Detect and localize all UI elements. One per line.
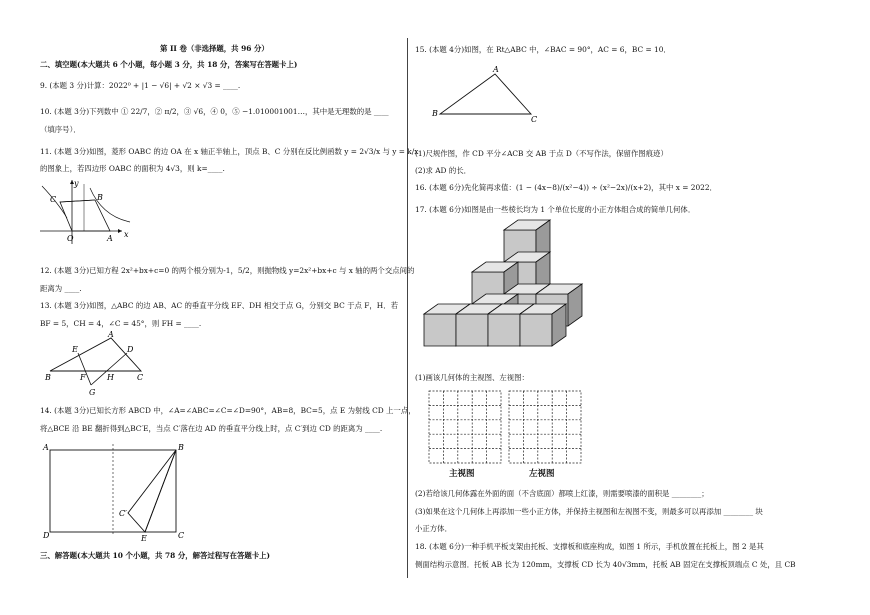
q14-figure bbox=[40, 440, 185, 543]
question-15-part1: (1)尺规作图，作 CD 平分∠ACB 交 AB 于点 D（不写作法，保留作图痕迹） bbox=[415, 149, 668, 158]
question-11: 11. (本题 3分)如图，菱形 OABC 的边 OA 在 x 轴正半轴上，顶点 B、C 分别在反比例函数 y = 2√3/x 与 y = k/x bbox=[40, 147, 419, 156]
left-view-grid bbox=[509, 391, 581, 463]
question-13-cont: BF = 5，CH = 4，∠C = 45°，则 FH = ____. bbox=[40, 319, 202, 328]
question-17-part3: (3)如果在这个几何体上再添加一些小正方体，并保持主视图和左视图不变，则最多可以再添加 ________ 块 bbox=[415, 507, 763, 516]
question-17-part2: (2)若给该几何体露在外面的面（不含底面）都喷上红漆，则需要喷漆的面积是 ________； bbox=[415, 489, 709, 498]
left-view-label: 左视图 bbox=[529, 469, 555, 479]
label-C: C bbox=[50, 195, 57, 204]
svg-text:B: B bbox=[45, 373, 51, 382]
label-y: y bbox=[74, 179, 79, 188]
question-17-part1: (1)画该几何体的主视图、左视图： bbox=[415, 373, 529, 382]
question-10-cont: （填序号）． bbox=[40, 125, 81, 134]
svg-text:B: B bbox=[432, 109, 438, 118]
svg-text:B: B bbox=[178, 443, 184, 452]
svg-text:H: H bbox=[107, 373, 114, 382]
question-18: 18. (本题 6分)一种手机平板支架由托板、支撑板和底座构成，如图 1 所示，手机放置在托板上，图 2 是其 bbox=[415, 542, 764, 551]
svg-text:A: A bbox=[493, 65, 499, 74]
label-B: B bbox=[97, 193, 103, 202]
svg-text:F: F bbox=[80, 373, 86, 382]
q17-cubes-figure bbox=[420, 218, 600, 363]
svg-text:C′: C′ bbox=[119, 509, 127, 518]
svg-text:D: D bbox=[127, 345, 134, 354]
svg-text:C: C bbox=[178, 531, 185, 540]
question-9: 9. (本题 3 分)计算：2022⁰ + |1 − √6| + √2 × √3 = ____. bbox=[40, 81, 241, 90]
svg-text:A: A bbox=[108, 330, 114, 339]
question-14-cont: 将△BCE 沿 BE 翻折得到△BC′E，当点 C′落在边 AD 的垂直平分线上时，点 C′到边 CD 的距离为 ____. bbox=[40, 424, 383, 433]
svg-text:C: C bbox=[137, 373, 144, 382]
main-view-grid bbox=[429, 391, 501, 463]
question-11-cont: 的图象上，若四边形 OABC 的面积为 4√3，则 k=____. bbox=[40, 164, 225, 173]
svg-text:G: G bbox=[89, 388, 96, 397]
part3-header: 三、解答题(本大题共 10 个小题，共 78 分，解答过程写在答题卡上) bbox=[40, 551, 271, 560]
q13-figure bbox=[45, 330, 145, 398]
question-14: 14. (本题 3分)已知长方形 ABCD 中，∠A=∠ABC=∠C=∠D=90°，AB=8，BC=5，点 E 为射线 CD 上一点， bbox=[40, 406, 416, 415]
question-17: 17. (本题 6分)如图是由一些棱长均为 1 个单位长度的小正方体组合成的简单几何体． bbox=[415, 205, 696, 214]
question-12-cont: 距离为 ____. bbox=[40, 284, 82, 293]
part2-header: 二、填空题(本大题共 6 个小题，每小题 3 分，共 18 分，答案写在答题卡上) bbox=[40, 60, 298, 69]
question-15-part2: (2)求 AD 的长． bbox=[415, 166, 471, 175]
svg-text:A: A bbox=[43, 443, 49, 452]
q15-figure bbox=[432, 64, 545, 124]
label-A: A bbox=[107, 234, 113, 243]
svg-text:E: E bbox=[72, 345, 78, 354]
question-16: 16. (本题 6分)先化简再求值：(1 − (4x−8)/(x²−4)) ÷ (x²−2x)/(x+2)，其中 x = 2022． bbox=[415, 183, 717, 192]
question-17-part3-cont: 小正方体． bbox=[415, 524, 452, 533]
question-10: 10. (本题 3分)下列数中 ① 22/7，② π/2，③ √6，④ 0，⑤ −1.010001001…，其中是无理数的是 ____ bbox=[40, 107, 389, 116]
section-title: 第 II 卷（非选择题，共 96 分） bbox=[160, 44, 269, 53]
question-12: 12. (本题 3分)已知方程 2x²+bx+c=0 的两个根分别为-1，5/2，则抛物线 y=2x²+bx+c 与 x 轴的两个交点间的 bbox=[40, 266, 415, 275]
label-x: x bbox=[124, 230, 129, 239]
question-13: 13. (本题 3分)如图，△ABC 的边 AB、AC 的垂直平分线 EF、DH 相交于点 G，分别交 BC 于点 F，H．若 bbox=[40, 301, 398, 310]
label-O: O bbox=[67, 234, 74, 243]
question-18-cont: 侧面结构示意图．托板 AB 长为 120mm，支撑板 CD 长为 40√3mm，托板 AB 固定在支撑板顶端点 C 处，且 CB bbox=[415, 560, 796, 569]
svg-text:C: C bbox=[531, 115, 538, 124]
svg-text:E: E bbox=[141, 534, 147, 543]
q11-figure bbox=[40, 178, 135, 248]
column-divider bbox=[407, 38, 408, 578]
question-15: 15. (本题 4分)如图，在 Rt△ABC 中，∠BAC = 90°，AC = 6，BC = 10． bbox=[415, 45, 671, 54]
main-view-label: 主视图 bbox=[449, 469, 475, 479]
svg-text:D: D bbox=[43, 531, 50, 540]
